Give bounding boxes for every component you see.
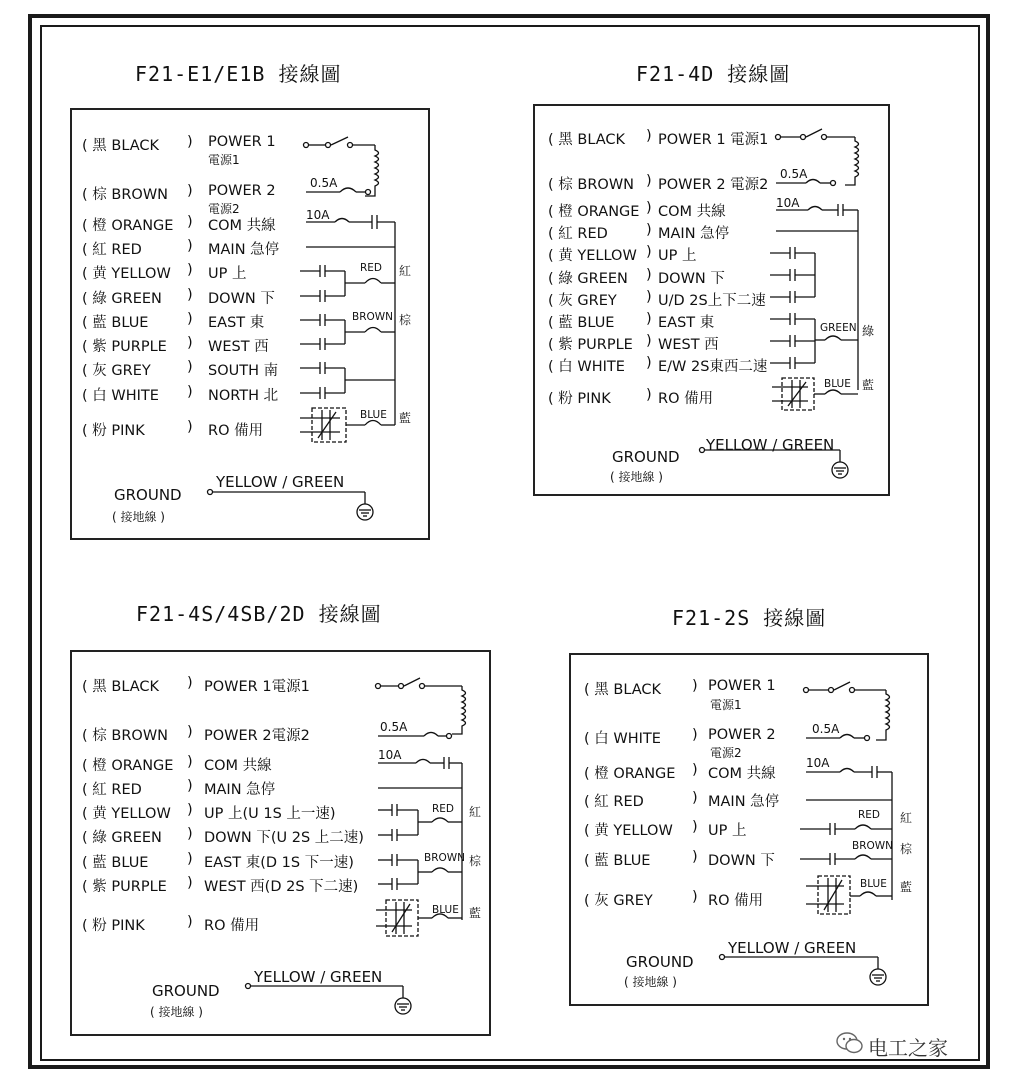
wire-row: ( 灰 GREY — [548, 293, 617, 309]
wire-row: ( 黄 YELLOW — [82, 806, 171, 822]
wire-function: MAIN 急停 — [658, 226, 730, 242]
wire-row: ( 黄 YELLOW — [82, 266, 171, 282]
wire-row: ( 橙 ORANGE — [82, 218, 174, 234]
wire-row: ( 黑 BLACK — [584, 682, 662, 698]
wire-row: ( 白 WHITE — [82, 388, 159, 404]
ground-wire-label: YELLOW / GREEN — [216, 473, 345, 491]
wire-row: ( 藍 BLUE — [82, 855, 149, 871]
wire-function: U/D 2S上下二速 — [658, 293, 766, 309]
relay-side-label: 藍 — [862, 378, 875, 392]
panel-title-4d: F21-4D 接線圖 — [636, 62, 791, 86]
ground-wire-label: YELLOW / GREEN — [254, 968, 383, 986]
wire-function: POWER 2 — [208, 183, 276, 199]
relay-label: BLUE — [824, 378, 851, 390]
wire-function: RO 備用 — [208, 423, 264, 439]
relay-side-label: 綠 — [862, 324, 875, 338]
relay-label: RED — [432, 803, 455, 815]
wire-function: UP 上(U 1S 上一速) — [204, 806, 336, 822]
ground-sublabel: ( 接地線 ) — [112, 510, 165, 524]
ground-wire-label: YELLOW / GREEN — [728, 939, 857, 957]
wire-function: POWER 2 電源2 — [658, 177, 769, 193]
wire-function: EAST 東(D 1S 下一速) — [204, 855, 354, 871]
wire-row: ( 紫 PURPLE — [82, 879, 167, 895]
wire-row: ( 紅 RED — [82, 782, 142, 798]
ground-sublabel: ( 接地線 ) — [610, 470, 663, 484]
wire-function: RO 備用 — [204, 918, 260, 934]
wire-row: ( 黄 YELLOW — [584, 823, 673, 839]
wire-row: ( 橙 ORANGE — [584, 766, 676, 782]
wire-function-sub: 電源2 — [208, 202, 240, 216]
wire-row: ( 橙 ORANGE — [82, 758, 174, 774]
wire-row: ( 紫 PURPLE — [82, 339, 167, 355]
wire-function: POWER 1 — [208, 134, 276, 150]
wire-function: COM 共線 — [658, 204, 726, 220]
wire-row: ( 棕 BROWN — [548, 177, 635, 193]
wire-function: MAIN 急停 — [208, 242, 280, 258]
ground-wire-label: YELLOW / GREEN — [706, 436, 835, 454]
relay-side-label: 藍 — [399, 411, 412, 425]
wire-row: ( 粉 PINK — [82, 423, 145, 439]
wire-row: ( 紅 RED — [548, 226, 608, 242]
wire-function: WEST 西 — [658, 337, 719, 353]
wire-row: ( 棕 BROWN — [82, 187, 169, 203]
wire-function: UP 上 — [658, 248, 697, 264]
relay-label: BROWN — [852, 840, 894, 852]
wire-function: RO 備用 — [708, 893, 764, 909]
relay-label: RED — [858, 809, 881, 821]
wire-row: ( 灰 GREY — [584, 893, 653, 909]
wire-row: ( 白 WHITE — [548, 359, 625, 375]
panel-title-e1: F21-E1/E1B 接線圖 — [135, 62, 342, 86]
fuse-label-small: 0.5A — [780, 167, 808, 181]
relay-label: GREEN — [820, 322, 857, 334]
ground-label: GROUND — [612, 448, 680, 466]
wire-row: ( 粉 PINK — [548, 391, 611, 407]
relay-label: BLUE — [432, 904, 459, 916]
panel-title-4s: F21-4S/4SB/2D 接線圖 — [136, 602, 382, 626]
wire-row: ( 橙 ORANGE — [548, 204, 640, 220]
wire-function: POWER 1電源1 — [204, 679, 310, 695]
fuse-label-large: 10A — [378, 748, 402, 762]
relay-label: BLUE — [860, 878, 887, 890]
wire-function: COM 共線 — [204, 758, 272, 774]
wire-row: ( 藍 BLUE — [584, 853, 651, 869]
wire-function: POWER 2電源2 — [204, 728, 310, 744]
wire-function: E/W 2S東西二速 — [658, 359, 768, 375]
fuse-label-small: 0.5A — [380, 720, 408, 734]
wire-function: POWER 1 電源1 — [658, 132, 769, 148]
relay-side-label: 棕 — [469, 854, 482, 868]
relay-label: RED — [360, 262, 383, 274]
relay-label: BROWN — [424, 852, 466, 864]
wire-function: EAST 東 — [208, 315, 265, 331]
fuse-label-large: 10A — [806, 756, 830, 770]
wire-function: WEST 西(D 2S 下二速) — [204, 879, 359, 895]
wire-function: DOWN 下 — [208, 291, 275, 307]
wire-function: MAIN 急停 — [708, 794, 780, 810]
ground-sublabel: ( 接地線 ) — [624, 975, 677, 989]
fuse-label-large: 10A — [306, 208, 330, 222]
wire-function-sub: 電源2 — [710, 746, 742, 760]
wire-function: RO 備用 — [658, 391, 714, 407]
wire-row: ( 紅 RED — [82, 242, 142, 258]
wire-function: COM 共線 — [708, 766, 776, 782]
wire-row: ( 藍 BLUE — [548, 315, 615, 331]
wire-function: UP 上 — [208, 266, 247, 282]
fuse-label-small: 0.5A — [310, 176, 338, 190]
wire-row: ( 藍 BLUE — [82, 315, 149, 331]
wire-row: ( 黑 BLACK — [82, 679, 160, 695]
relay-side-label: 藍 — [900, 880, 913, 894]
wire-function: COM 共線 — [208, 218, 276, 234]
wechat-logo-icon — [836, 1030, 864, 1056]
wire-function: DOWN 下 — [658, 271, 725, 287]
relay-side-label: 紅 — [900, 811, 913, 825]
wire-row: ( 黑 BLACK — [82, 138, 160, 154]
wire-row: ( 黑 BLACK — [548, 132, 626, 148]
wire-function: DOWN 下(U 2S 上二速) — [204, 830, 364, 846]
wire-row: ( 白 WHITE — [584, 731, 661, 747]
wire-row: ( 粉 PINK — [82, 918, 145, 934]
relay-side-label: 棕 — [900, 842, 913, 856]
relay-label: BROWN — [352, 311, 394, 323]
watermark-text: 电工之家 — [868, 1036, 948, 1060]
wire-function: UP 上 — [708, 823, 747, 839]
wire-function: SOUTH 南 — [208, 363, 279, 379]
wire-function: WEST 西 — [208, 339, 269, 355]
wire-function-sub: 電源1 — [208, 153, 240, 167]
wire-function: POWER 2 — [708, 727, 776, 743]
wire-row: ( 綠 GREEN — [82, 291, 162, 307]
ground-sublabel: ( 接地線 ) — [150, 1005, 203, 1019]
fuse-label-large: 10A — [776, 196, 800, 210]
wire-function: NORTH 北 — [208, 388, 279, 404]
wire-row: ( 紅 RED — [584, 794, 644, 810]
fuse-label-small: 0.5A — [812, 722, 840, 736]
wire-row: ( 紫 PURPLE — [548, 337, 633, 353]
relay-side-label: 棕 — [399, 313, 412, 327]
ground-label: GROUND — [152, 982, 220, 1000]
wire-row: ( 灰 GREY — [82, 363, 151, 379]
wire-function: MAIN 急停 — [204, 782, 276, 798]
wire-row: ( 綠 GREEN — [548, 271, 628, 287]
wire-row: ( 棕 BROWN — [82, 728, 169, 744]
ground-label: GROUND — [114, 486, 182, 504]
relay-side-label: 紅 — [399, 264, 412, 278]
wire-row: ( 黄 YELLOW — [548, 248, 637, 264]
relay-side-label: 紅 — [469, 805, 482, 819]
panel-title-2s: F21-2S 接線圖 — [672, 606, 827, 630]
wire-function: POWER 1 — [708, 678, 776, 694]
relay-label: BLUE — [360, 409, 387, 421]
wire-function: DOWN 下 — [708, 853, 775, 869]
relay-side-label: 藍 — [469, 906, 482, 920]
wire-function-sub: 電源1 — [710, 698, 742, 712]
ground-label: GROUND — [626, 953, 694, 971]
wire-function: EAST 東 — [658, 315, 715, 331]
wire-row: ( 綠 GREEN — [82, 830, 162, 846]
